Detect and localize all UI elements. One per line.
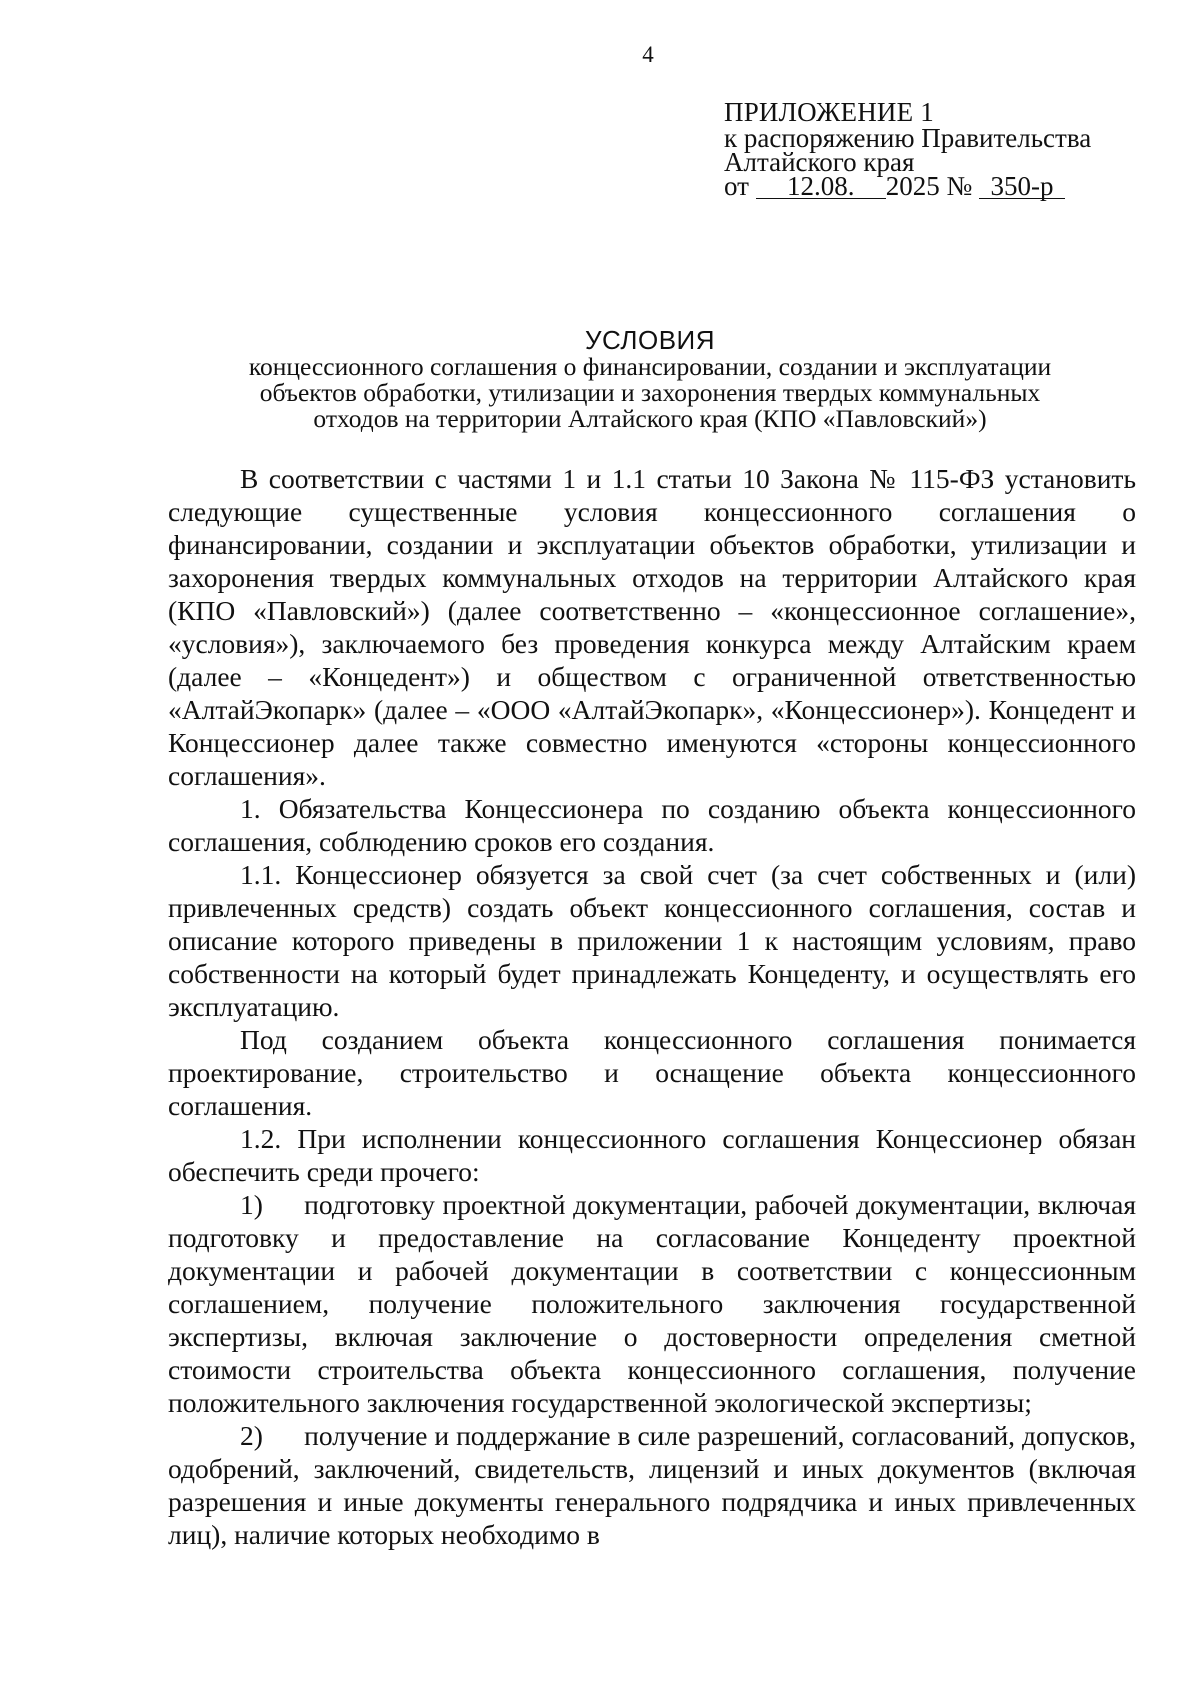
- subtitle-line: объектов обработки, утилизации и захоронения твердых коммунальных: [259, 378, 1041, 407]
- paragraph-intro: В соответствии с частями 1 и 1.1 статьи 10 Закона № 115-ФЗ установить следующие существенные условия концессионного соглашения о финансировании, создании и эксплуатации объектов обработки, утилизации и захоронения твердых коммунальных отходов на территории Алтайского края (КПО «Павловский») (далее соответственно – «концессионное соглашение», «условия»), заключаемого без проведения конкурса между Алтайским краем (далее – «Концедент») и обществом с ограниченной ответственностью «АлтайЭкопарк» (далее – «ООО «АлтайЭкопарк», «Концессионер»). Концедент и Концессионер далее также совместно именуются «стороны концессионного соглашения».: [168, 463, 1136, 791]
- appendix-line-2: Алтайского края: [724, 147, 915, 177]
- paragraph-1-1: 1.1. Концессионер обязуется за свой счет (за счет собственных и (или) привлеченных средств) создать объект концессионного соглашения, состав и описание которого приведены в приложении 1 к настоящим условиям, право собственности на который будет принадлежать Концеденту, и осуществлять его эксплуатацию.: [168, 859, 1136, 1022]
- body-text: [168, 462, 1136, 1551]
- document-subtitle: [170, 354, 1130, 432]
- subtitle-line: концессионного соглашения о финансировании, создании и эксплуатации: [248, 352, 1052, 381]
- page-number: 4: [642, 42, 654, 67]
- appendix-title: ПРИЛОЖЕНИЕ 1: [724, 97, 934, 127]
- document-title: УСЛОВИЯ: [584, 325, 716, 355]
- date-field: 12.08.: [756, 174, 886, 199]
- paragraph-creation-definition: Под созданием объекта концессионного соглашения понимается проектирование, строительство и оснащение объекта концессионного соглашения.: [168, 1024, 1136, 1121]
- paragraph-1-2: 1.2. При исполнении концессионного соглашения Концессионер обязан обеспечить среди прочего:: [168, 1123, 1136, 1187]
- appendix-block: [724, 98, 1164, 199]
- list-item-2: 2) получение и поддержание в силе разрешений, согласований, допусков, одобрений, заключений, свидетельств, лицензий и иных документов (включая разрешения и иные документы генерального подрядчика и иных привлеченных лиц), наличие которых необходимо в: [168, 1420, 1136, 1550]
- number-field: 350-р: [979, 174, 1065, 199]
- date-prefix: от: [724, 171, 749, 201]
- paragraph-section-1: 1. Обязательства Концессионера по созданию объекта концессионного соглашения, соблюдению сроков его создания.: [168, 793, 1136, 857]
- appendix-date-line: [724, 171, 1164, 201]
- subtitle-line: отходов на территории Алтайского края (КПО «Павловский»): [313, 404, 987, 433]
- list-item-1: 1) подготовку проектной документации, рабочей документации, включая подготовку и предоставление на согласование Концеденту проектной документации и рабочей документации в соответствии с концессионным соглашением, получение положительного заключения государственной экспертизы, включая заключение о достоверности определения сметной стоимости строительства объекта концессионного соглашения, получение положительного заключения государственной экологической экспертизы;: [168, 1189, 1136, 1418]
- year-label: 2025 №: [885, 171, 973, 201]
- appendix-line-1: к распоряжению Правительства: [724, 123, 1092, 153]
